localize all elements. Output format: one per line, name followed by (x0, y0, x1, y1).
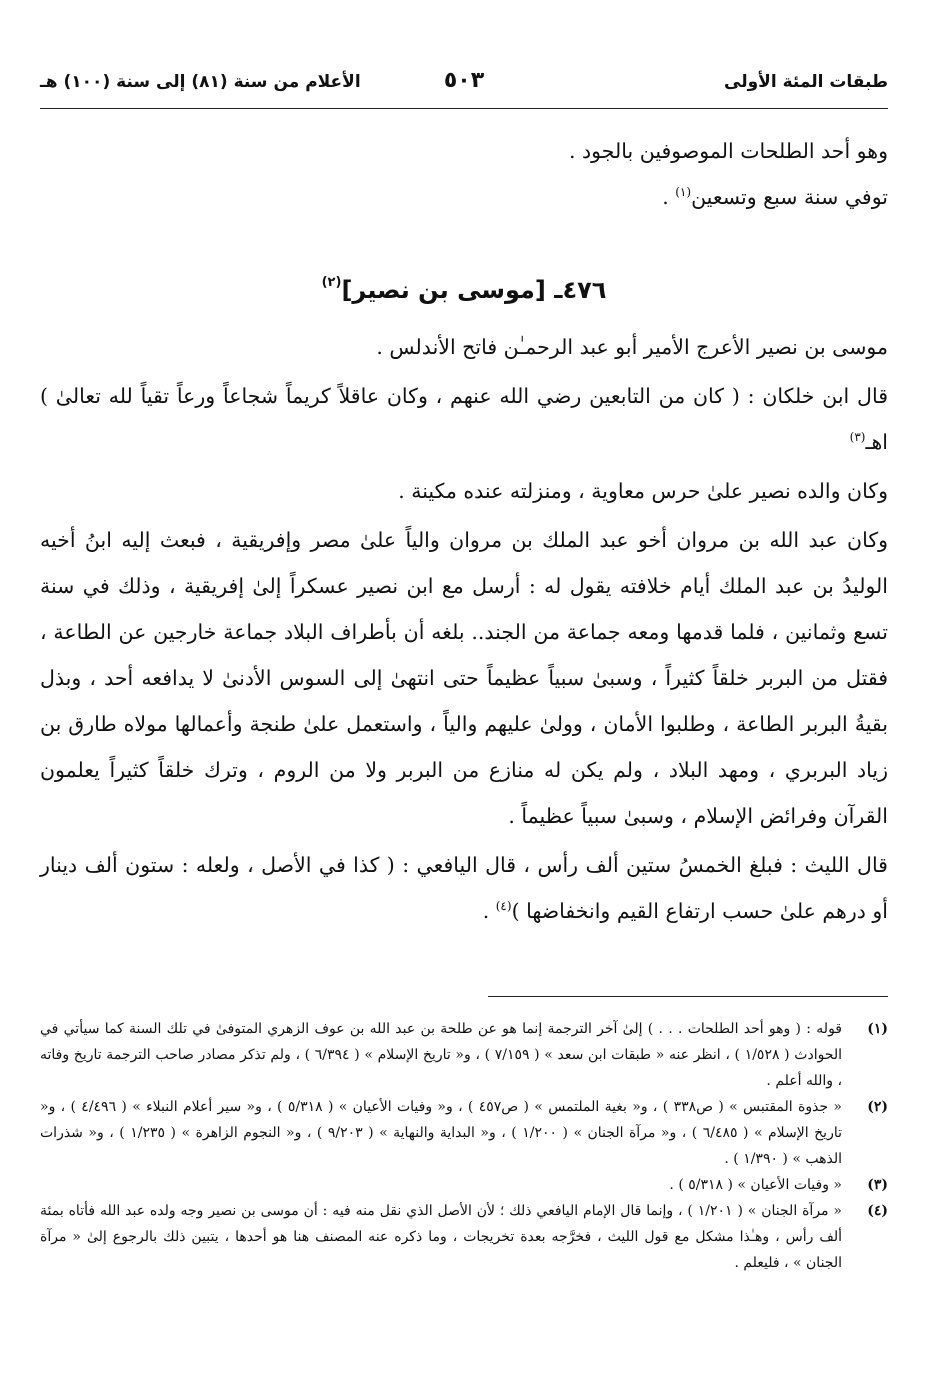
paragraph-text: توفي سنة سبع وتسعين (691, 185, 888, 209)
header-rule (40, 108, 888, 109)
paragraph-text: قال ابن خلكان : ( كان من التابعين رضي الله عنهم ، وكان عاقلاً كريماً شجاعاً ورعاً تقياً لله تعالىٰ ) اهـ (40, 384, 888, 454)
paragraph-text: قال الليث : فبلغ الخمسُ ستين ألف رأس ، قال اليافعي : ( كذا في الأصل ، ولعله : ستون ألف دينار أو درهم علىٰ حسب ارتفاع القيم وانخفاضها ) (40, 853, 888, 923)
paragraph: وكان عبد الله بن مروان أخو عبد الملك بن مروان والياً علىٰ مصر وإفريقية ، فبعث إليه ابنُ أخيه الوليدُ بن عبد الملك أيام خلافته يقول له : أرسل مع ابن نصير عسكراً إلىٰ إفريقية ، وذلك في سنة تسع وثمانين ، فلما قدمها ومعه جماعة من الجند.. بلغه أن بأطراف البلاد جماعة خارجين عن الطاعة ، فقتل من البربر خلقاً كثيراً ، وسبىٰ سبياً عظيماً حتى انتهىٰ إلى السوس الأدنىٰ لا يدافعه أحد ، وبذل بقيةُ البربر الطاعة ، وطلبوا الأمان ، وولىٰ عليهم والياً ، واستعمل علىٰ طنجة وأعمالها مولاه طارق بن زياد البربري ، ومهد البلاد ، ولم يكن له منازع من البربر ولا من الروم ، وترك خلقاً كثيراً يعلمون القرآن وفرائض الإسلام ، وسبىٰ سبياً عظيماً . (40, 528, 888, 828)
footnote (40, 1094, 888, 1172)
footnote-text: « مرآة الجنان » ( ١/٢٠١ ) ، وإنما قال الإمام اليافعي ذلك ؛ لأن الأصل الذي نقل منه فيه : أن موسى بن نصير وجه ولده عبد الله فأتاه بمئة ألف رأس ، وهـٰذا مشكل مع قول الليث ، فخرَّجه بعدة تخريجات ، وما ذكره عنه المصنف هنا هو أحدها ، يتبين ذلك بالرجوع إلىٰ « مرآة الجنان » ، فليعلم . (40, 1203, 842, 1271)
footnote-ref[interactable]: (٣) (849, 430, 866, 444)
footnote-text: « جذوة المقتبس » ( ص٣٣٨ ) ، و« بغية الملتمس » ( ص٤٥٧ ) ، و« وفيات الأعيان » ( ٥/٣١٨ ) ، و« سير أعلام النبلاء » ( ٤/٤٩٦ ) ، و« تاريخ الإسلام » ( ٦/٤٨٥ ) ، و« مرآة الجنان » ( ١/٢٠٠ ) ، و« البداية والنهاية » ( ٩/٢٠٣ ) ، و« النجوم الزاهرة » ( ١/٢٣٥ ) ، و« شذرات الذهب » ( ١/٣٩٠ ) . (40, 1099, 842, 1167)
footnote-number: (١) (867, 1021, 888, 1037)
paragraph: موسى بن نصير الأعرج الأمير أبو عبد الرحمـٰن فاتح الأندلس . (376, 335, 888, 359)
footnote-number: (٣) (867, 1177, 888, 1193)
paragraph-end: . (482, 899, 496, 923)
footnote-text: قوله : ( وهو أحد الطلحات . . . ) إلىٰ آخر الترجمة إنما هو عن طلحة بن عبد الله بن عوف الزهري المتوفىٰ في تلك السنة كما سيأتي في الحوادث ( ١/٥٢٨ ) ، انظر عنه « طبقات ابن سعد » ( ٧/١٥٩ ) ، و« تاريخ الإسلام » ( ٦/٣٩٤ ) ، ولم تذكر مصادر صاحب الترجمة تاريخ وفاته ، والله أعلم . (40, 1021, 843, 1089)
page-number: ٥٠٣ (443, 68, 485, 93)
footnote-text: « وفيات الأعيان » ( ٥/٣١٨ ) . (669, 1177, 842, 1193)
paragraph: وهو أحد الطلحات الموصوفين بالجود . (569, 139, 888, 163)
paragraph (40, 174, 888, 220)
footnote-ref[interactable]: (٢) (321, 275, 342, 290)
entry-title: ٤٧٦ـ [موسى بن نصير] (341, 276, 607, 304)
footnote (40, 1016, 888, 1094)
footnotes (40, 1016, 888, 1276)
footnote-number: (٢) (867, 1099, 888, 1115)
main-text (40, 128, 888, 934)
footnote-ref[interactable]: (١) (675, 185, 692, 199)
running-header (40, 68, 888, 106)
paragraph (40, 373, 888, 465)
footnote (40, 1198, 888, 1276)
footnote-rule (488, 996, 888, 997)
paragraph (40, 842, 888, 934)
entry-heading (40, 264, 888, 316)
section-title: طبقات المئة الأولى (724, 72, 888, 92)
paragraph: وكان والده نصير علىٰ حرس معاوية ، ومنزلته عنده مكينة . (398, 479, 888, 503)
paragraph-end: . (662, 185, 676, 209)
range-title: الأعلام من سنة (٨١) إلى سنة (١٠٠) هـ (40, 72, 361, 92)
footnote-ref[interactable]: (٤) (495, 899, 512, 913)
footnote-number: (٤) (867, 1203, 888, 1219)
footnote (40, 1172, 888, 1198)
book-page (40, 0, 888, 1397)
